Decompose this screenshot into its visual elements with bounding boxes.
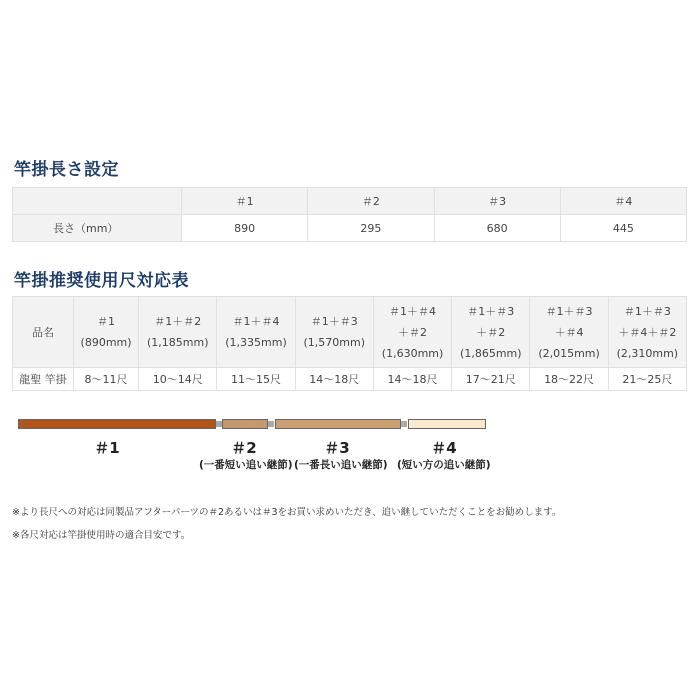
rod-segment-4 (408, 419, 486, 429)
compat-table (12, 296, 687, 391)
table-header-row (13, 188, 687, 215)
rod-segment-2 (222, 419, 268, 429)
footnote: ※より長尺への対応は同製品アフターパーツの＃2あるいは＃3をお買い求めいただき、追い継していただくことをお勧めします。 (12, 507, 562, 518)
header-line: (1,185mm) (146, 336, 209, 349)
length-table (12, 187, 687, 242)
section-title-length: 竿掛長さ設定 (14, 160, 119, 180)
header-cell (373, 297, 451, 368)
rod-sublabel: (短い方の追い継節) (397, 459, 491, 471)
header-cell: ＃4 (560, 188, 686, 215)
header-cell: ＃2 (308, 188, 434, 215)
table-cell: 890 (182, 215, 308, 242)
header-cell (74, 297, 139, 368)
rod-sublabel: (一番短い追い継節) (199, 459, 293, 471)
header-line: (1,865mm) (460, 346, 522, 360)
row-label: 長さ（mm） (13, 215, 182, 242)
table-cell: 14～18尺 (295, 368, 373, 391)
header-cell (608, 297, 686, 368)
table-row (13, 368, 687, 391)
header-line: (890mm) (80, 336, 132, 349)
header-line: (1,335mm) (225, 336, 287, 349)
rod-label: ＃4 (431, 439, 457, 457)
table-cell: 680 (434, 215, 560, 242)
header-line: ＃1＋＃4 (232, 315, 280, 328)
header-line: ＃1＋＃4 (389, 304, 437, 318)
rod-label: ＃3 (324, 439, 350, 457)
header-cell (452, 297, 530, 368)
table-cell: 21～25尺 (608, 368, 686, 391)
header-line: (2,015mm) (538, 346, 600, 360)
header-line: ＃1＋＃2 (154, 315, 202, 328)
header-cell (139, 297, 217, 368)
header-cell-empty (13, 188, 182, 215)
header-cell-name: 品名 (13, 297, 74, 368)
product-name: 龍聖 竿掛 (13, 368, 74, 391)
rod-label: ＃1 (94, 439, 120, 457)
header-line: ＃1＋＃3 (467, 304, 515, 318)
header-line: (1,570mm) (303, 336, 366, 349)
header-cell (295, 297, 373, 368)
table-row (13, 215, 687, 242)
header-line: ＃1 (97, 315, 116, 328)
rod-joint (401, 421, 407, 427)
rod-joint (268, 421, 274, 427)
table-header-row (13, 297, 687, 368)
table-cell: 8～11尺 (74, 368, 139, 391)
table-cell: 10～14尺 (139, 368, 217, 391)
header-line: ＃1＋＃3 (545, 304, 593, 318)
header-line: (1,630mm) (381, 346, 444, 360)
table-cell: 14～18尺 (373, 368, 451, 391)
table-cell: 11～15尺 (217, 368, 295, 391)
section-title-compat: 竿掛推奨使用尺対応表 (14, 271, 189, 291)
header-line: ＃1＋＃3 (623, 304, 671, 318)
header-line: ＋＃2 (398, 325, 428, 339)
rod-sublabel: (一番長い追い継節) (294, 459, 388, 471)
header-line: ＃1＋＃3 (310, 315, 358, 328)
header-line: ＋＃4 (554, 325, 584, 339)
table-cell: 295 (308, 215, 434, 242)
header-cell: ＃1 (182, 188, 308, 215)
table-cell: 445 (560, 215, 686, 242)
header-line: ＋＃2 (476, 325, 506, 339)
header-line: (2,310mm) (616, 346, 679, 360)
table-cell: 18～22尺 (530, 368, 608, 391)
rod-segment-3 (275, 419, 401, 429)
header-cell (217, 297, 295, 368)
header-line: ＋＃4＋＃2 (618, 325, 677, 339)
rod-segment-1 (18, 419, 216, 429)
header-cell (530, 297, 608, 368)
rod-label: ＃2 (231, 439, 257, 457)
table-cell: 17～21尺 (452, 368, 530, 391)
footnote: ※各尺対応は竿掛使用時の適合目安です。 (12, 530, 191, 541)
header-cell: ＃3 (434, 188, 560, 215)
